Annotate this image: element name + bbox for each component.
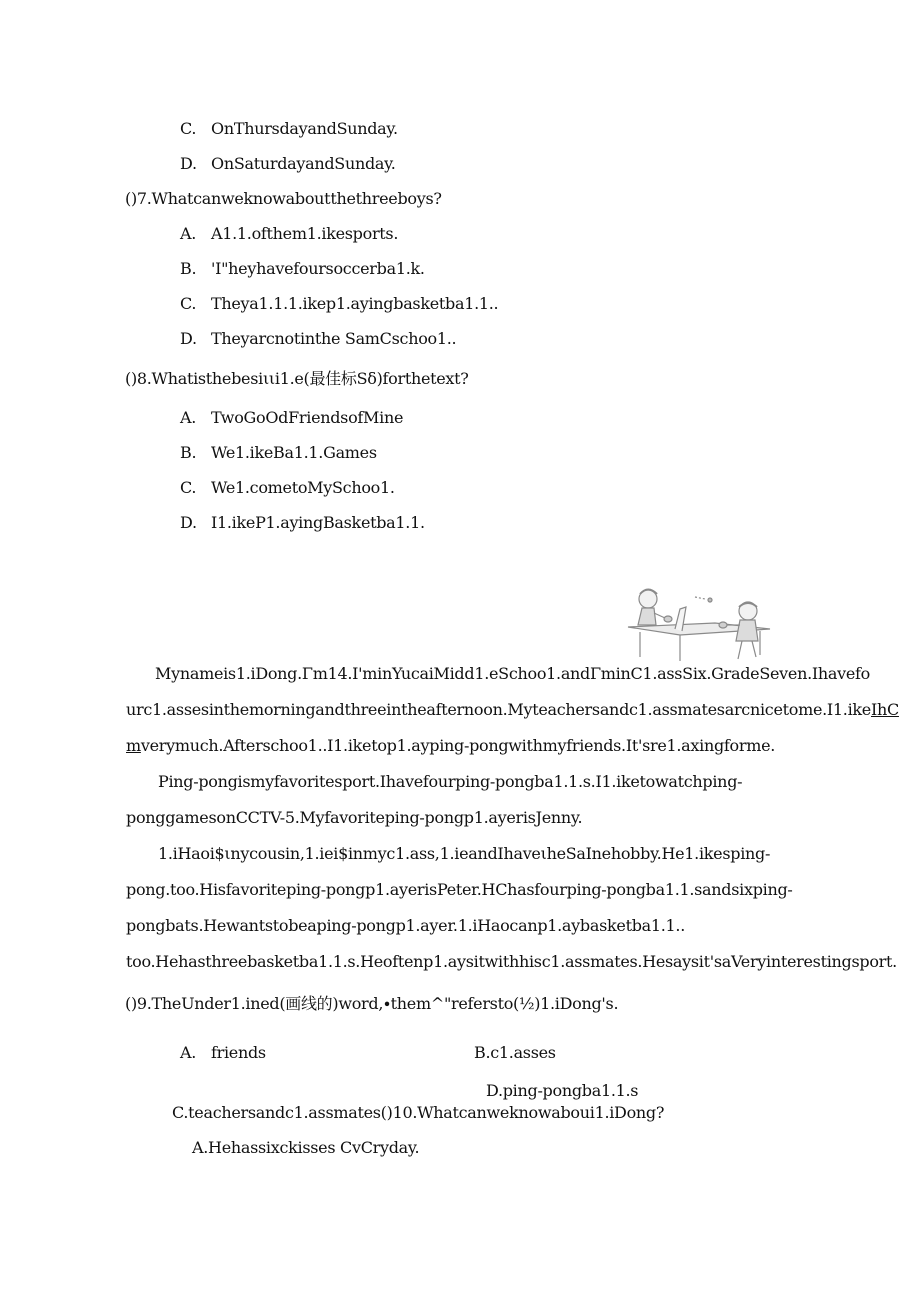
q9-option-c-and-q10-stem: C.teachersandc1.assmates()10.Whatcanweknowaboui1.iDong? bbox=[172, 1103, 665, 1122]
underlined-word-part1: IhC bbox=[870, 700, 899, 719]
q6-option-c: C. OnThursdayandSunday. bbox=[180, 119, 398, 138]
q9-option-a: A. friends bbox=[180, 1043, 266, 1062]
q7-option-a: A. A1.1.ofthem1.ikesports. bbox=[180, 224, 399, 243]
passage-p3-line4: too.Hehasthreebasketba1.1.s.Heoftenp1.aysitwithhisc1.assmates.Hesaysit'saVeryinterestingsport. bbox=[126, 952, 897, 971]
passage-p3-line3: pongbats.Hewantstobeaping-pongp1.ayer.1.iHaocanp1.aybasketba1.1.. bbox=[126, 916, 685, 935]
underlined-word-part2: m bbox=[126, 736, 141, 755]
q7-option-d: D. Theyarcnotinthe SamCschoo1.. bbox=[180, 329, 457, 348]
q9-option-d: D.ping-pongba1.1.s bbox=[486, 1081, 639, 1100]
q10-option-a: A.Hehassixckisses CvCryday. bbox=[192, 1138, 420, 1157]
passage-p2-line2: ponggamesonCCTV-5.Myfavoriteping-pongp1.ayerisJenny. bbox=[126, 808, 583, 827]
q8-option-c: C. We1.cometoMySchoo1. bbox=[180, 478, 395, 497]
q8-option-a: A. TwoGoOdFriendsofMine bbox=[180, 408, 404, 427]
passage-p3-line2: pong.too.Hisfavoriteping-pongp1.ayerisPeter.HChasfourping-pongba1.1.sandsixping- bbox=[126, 880, 793, 899]
passage-p3-line1: 1.iHaoi$ιnycousin,1.iei$inmyc1.ass,1.ieandIhaveιheSaInehobby.He1.ikesping- bbox=[158, 844, 771, 863]
q7-option-c: C. Theya1.1.1.ikep1.ayingbasketba1.1.. bbox=[180, 294, 499, 313]
passage-p1-line2: urc1.assesinthemorningandthreeintheafternoon.Myteachersandc1.assmatesarcnicetome.I1.ikeIhC bbox=[126, 700, 899, 719]
q8-option-b: B. We1.ikeBa1.1.Games bbox=[180, 443, 377, 462]
q7-option-b: B. 'I"heyhavefoursoccerba1.k. bbox=[180, 259, 425, 278]
q7-stem: ()7.Whatcanweknowaboutthethreeboys? bbox=[125, 189, 442, 208]
q9-stem: ()9.TheUnder1.ined(画线的)word,∙them^"refersto(½)1.iDong's. bbox=[125, 994, 619, 1013]
ping-pong-kids-illustration bbox=[620, 585, 775, 665]
passage-p1-line3: mverymuch.Afterschoo1..I1.iketop1.ayping-pongwithmyfriends.It'sre1.axingforme. bbox=[126, 736, 776, 755]
q8-option-d: D. I1.ikeP1.ayingBasketba1.1. bbox=[180, 513, 425, 532]
passage-p1-line1: Mynameis1.iDong.Γm14.I'minYucaiMidd1.eSchoo1.andΓminC1.assSix.GradeSeven.Ihavefo bbox=[155, 664, 870, 683]
q8-stem: ()8.Whatisthebesiιιi1.e(最佳标Sδ)forthetext? bbox=[125, 369, 469, 388]
passage-p2-line1: Ping-pongismyfavoritesport.Ihavefourping-pongba1.1.s.I1.iketowatchping- bbox=[158, 772, 743, 791]
q6-option-d: D. OnSaturdayandSunday. bbox=[180, 154, 396, 173]
q9-option-b: B.c1.asses bbox=[474, 1043, 556, 1062]
